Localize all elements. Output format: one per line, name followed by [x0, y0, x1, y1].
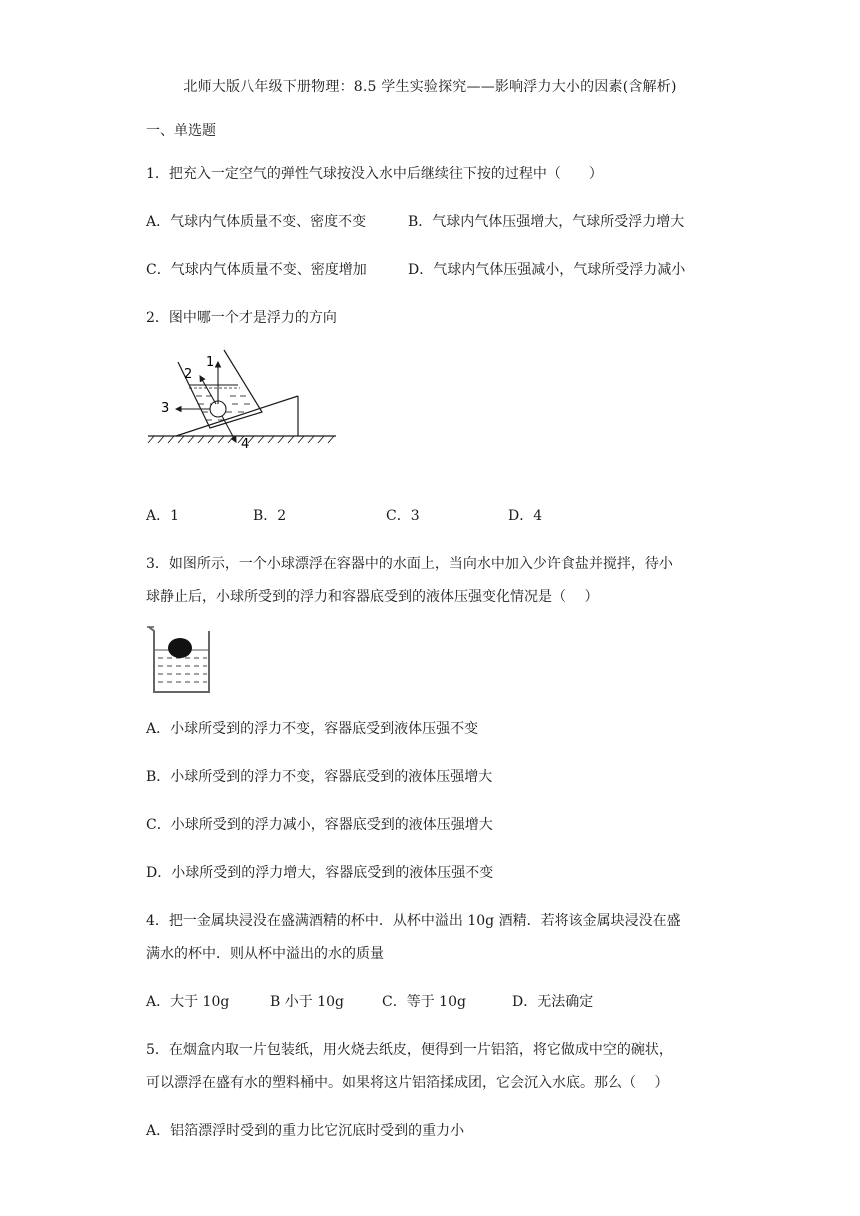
question-3-option-b: B．小球所受到的浮力不变，容器底受到的液体压强增大 — [146, 769, 493, 785]
arrow-label-4: 4 — [241, 437, 250, 448]
question-5-stem-line-2: 可以漂浮在盛有水的塑料桶中。如果将这片铝箔揉成团，它会沉入水底。那么（ ） — [146, 1075, 669, 1091]
question-5-option-a: A．铝箔漂浮时受到的重力比它沉底时受到的重力小 — [146, 1123, 465, 1139]
question-2-option-a: A．1 — [146, 508, 180, 524]
question-2-option-b: B．2 — [253, 508, 287, 524]
question-1-option-c: C．气球内气体质量不变、密度增加 — [146, 262, 367, 278]
arrow-label-2: 2 — [184, 367, 193, 382]
question-4-option-d: D．无法确定 — [512, 994, 594, 1010]
question-4-option-b: B 小于 10g — [270, 994, 344, 1010]
document-title: 北师大版八年级下册物理：8.5 学生实验探究——影响浮力大小的因素(含解析) — [183, 79, 677, 95]
arrow-label-3: 3 — [161, 401, 170, 416]
question-2-option-c: C．3 — [386, 508, 420, 524]
section-heading: 一、单选题 — [146, 123, 216, 139]
question-3-stem-line-2: 球静止后，小球所受到的浮力和容器底受到的液体压强变化情况是（ ） — [146, 589, 599, 605]
question-3-option-d: D．小球所受到的浮力增大，容器底受到的液体压强不变 — [146, 865, 494, 881]
question-2-figure — [140, 348, 340, 448]
question-2-stem: 2．图中哪一个才是浮力的方向 — [146, 310, 337, 326]
question-4-option-a: A．大于 10g — [146, 994, 230, 1010]
question-4-option-c: C．等于 10g — [382, 994, 466, 1010]
question-3-option-c: C．小球所受到的浮力减小，容器底受到的液体压强增大 — [146, 817, 493, 833]
question-1-option-b: B．气球内气体压强增大，气球所受浮力增大 — [408, 214, 685, 230]
question-1-option-d: D．气球内气体压强减小，气球所受浮力减小 — [408, 262, 686, 278]
question-3-figure — [145, 622, 215, 696]
question-4-stem-line-1: 4．把一金属块浸没在盛满酒精的杯中．从杯中溢出 10g 酒精．若将该金属块浸没在盛 — [146, 913, 681, 929]
question-2-option-d: D．4 — [508, 508, 543, 524]
question-5-stem-line-1: 5．在烟盒内取一片包装纸，用火烧去纸皮，便得到一片铝箔，将它做成中空的碗状， — [146, 1042, 673, 1058]
question-3-option-a: A．小球所受到的浮力不变，容器底受到液体压强不变 — [146, 721, 479, 737]
question-3-stem-line-1: 3．如图所示，一个小球漂浮在容器中的水面上，当向水中加入少许食盐并搅拌，待小 — [146, 556, 673, 572]
question-4-stem-line-2: 满水的杯中．则从杯中溢出的水的质量 — [146, 946, 384, 962]
question-1-stem: 1．把充入一定空气的弹性气球按没入水中后继续往下按的过程中（ ） — [146, 166, 603, 182]
question-1-option-a: A．气球内气体质量不变、密度不变 — [146, 214, 367, 230]
arrow-label-1: 1 — [206, 355, 215, 370]
